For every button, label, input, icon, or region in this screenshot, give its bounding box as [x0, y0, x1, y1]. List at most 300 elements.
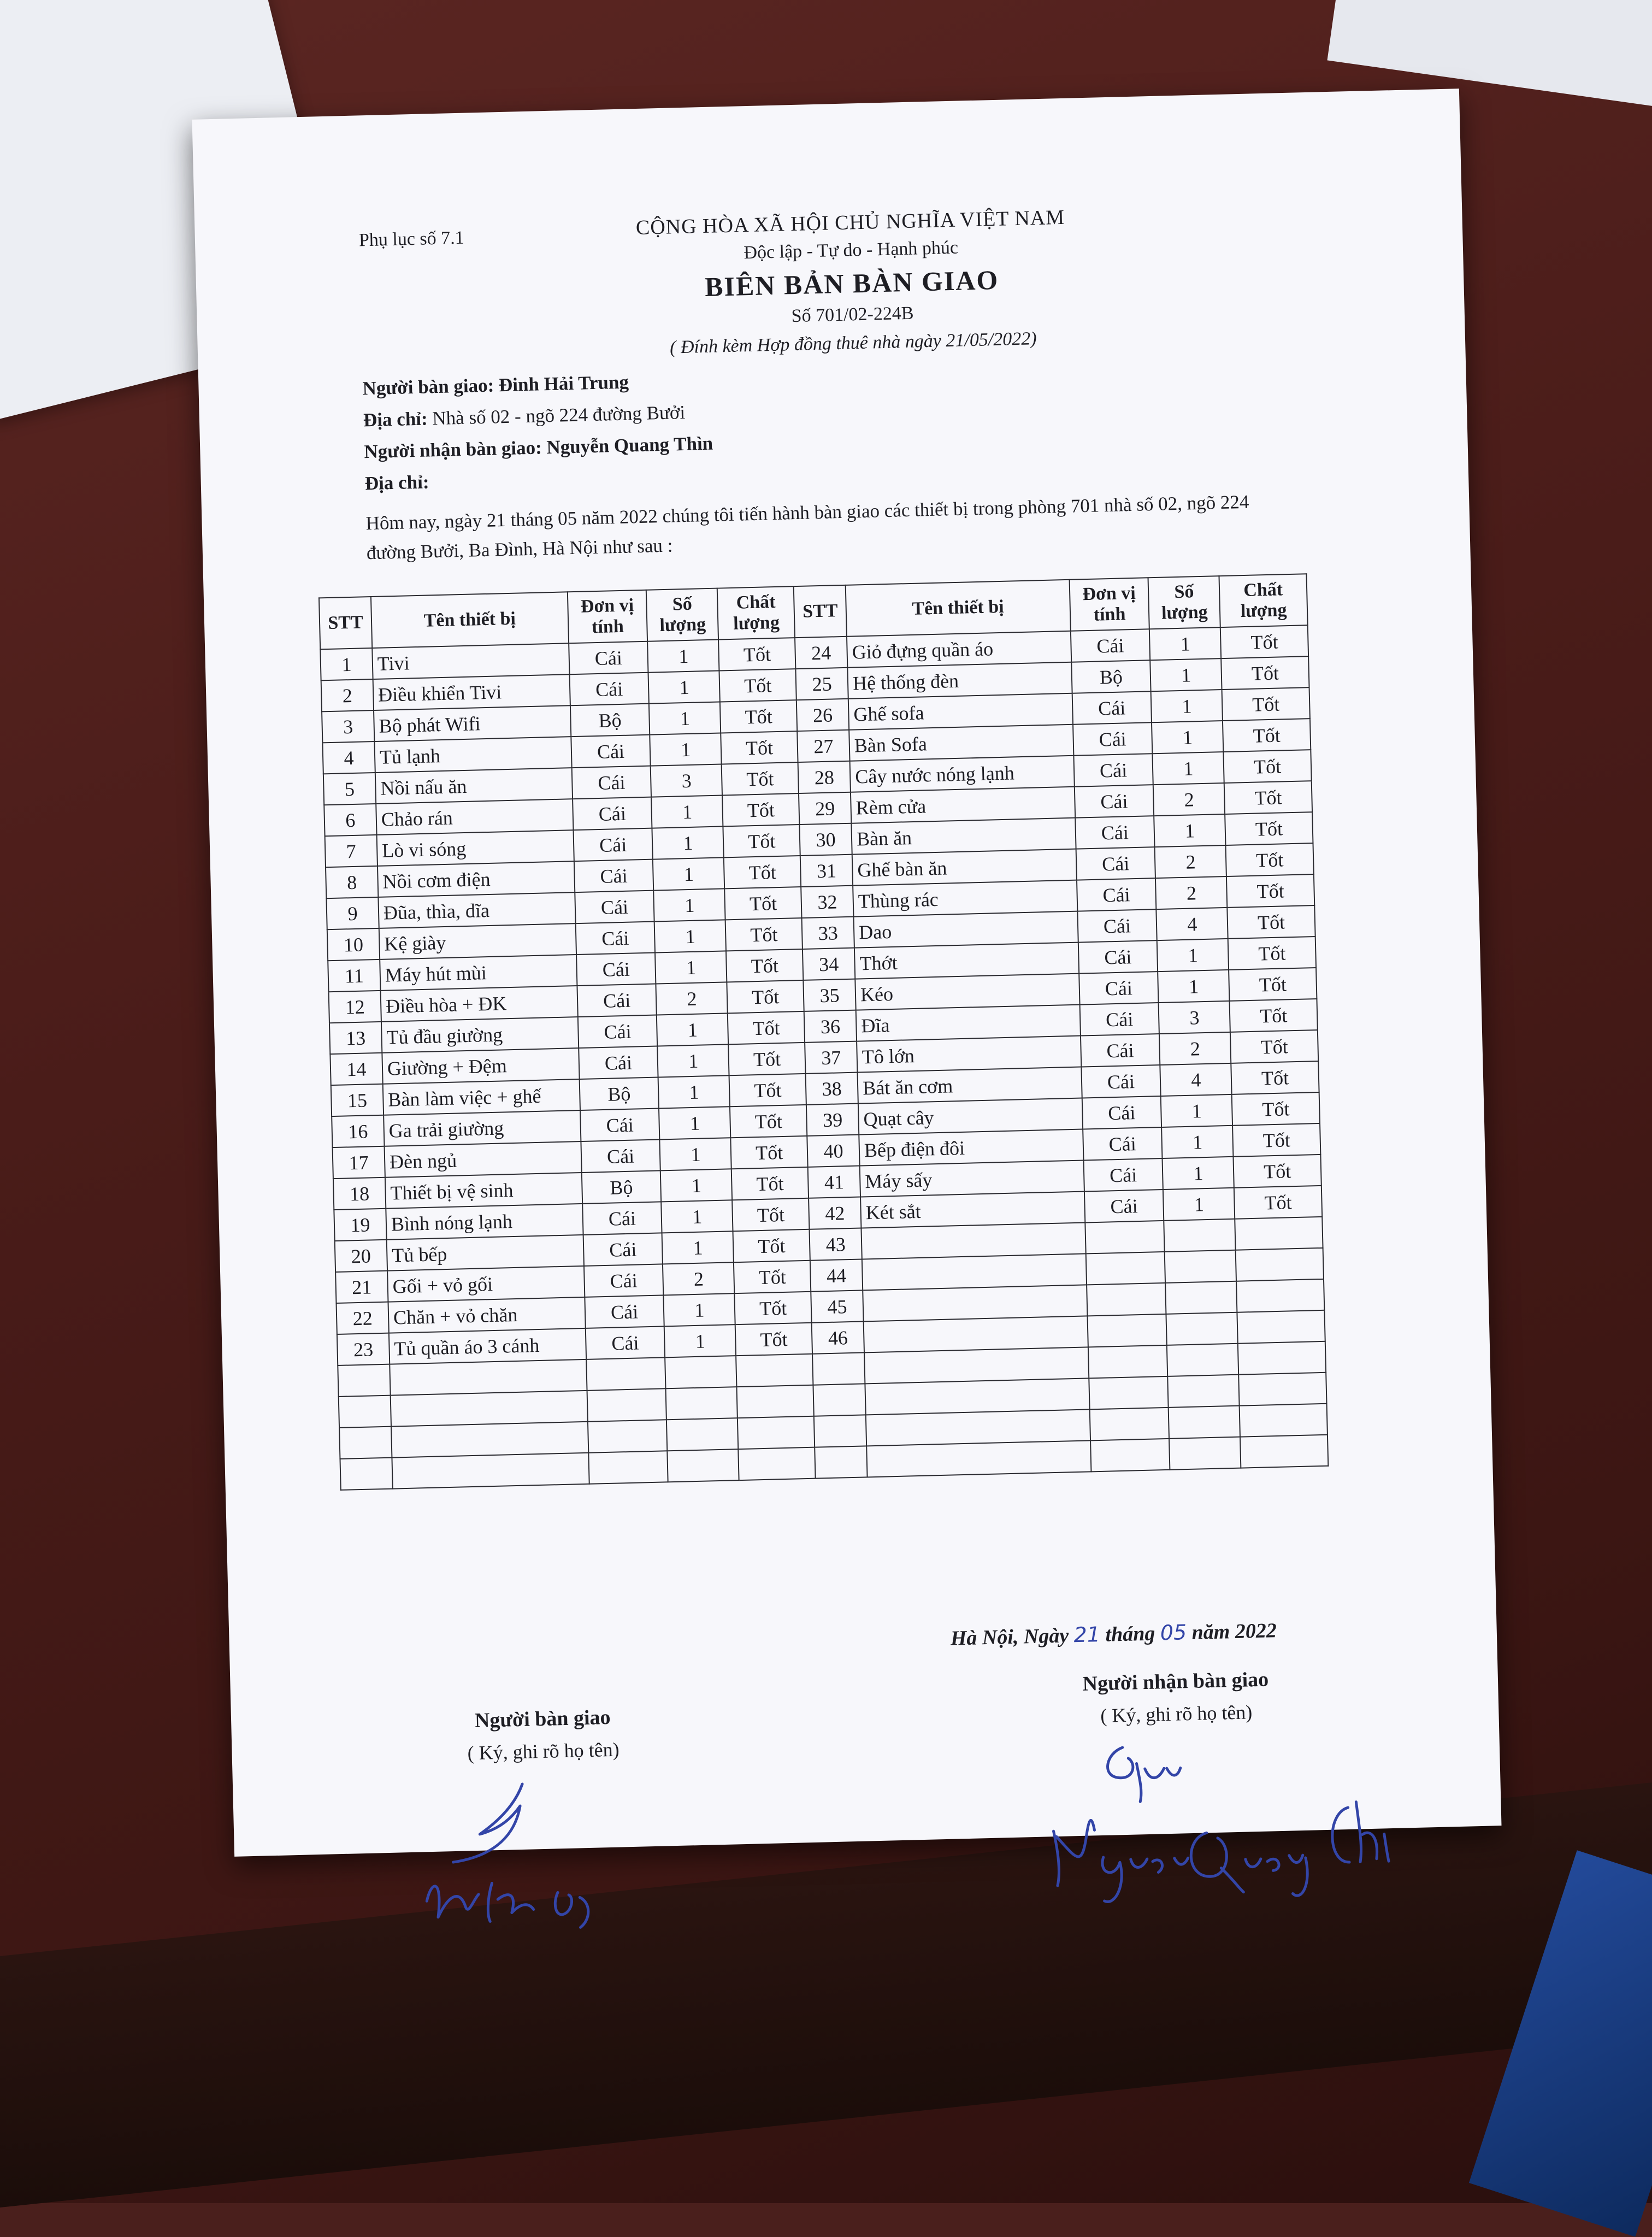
- cell-left-name: Máy hút mùi: [380, 955, 577, 991]
- cell-right-qty: [1164, 1219, 1236, 1252]
- cell-left-name: Điều khiển Tivi: [373, 674, 570, 710]
- receiver-name: Nguyễn Quang Thìn: [546, 432, 713, 458]
- cell-right-quality: Tốt: [1225, 812, 1313, 845]
- cell-right-name: Hệ thống đèn: [847, 662, 1072, 699]
- cell-right-qty: 2: [1155, 845, 1226, 878]
- empty-cell: [588, 1451, 668, 1484]
- cell-right-stt: 26: [796, 699, 849, 731]
- cell-right-unit: [1085, 1252, 1165, 1285]
- cell-left-quality: Tốt: [733, 1229, 810, 1262]
- giver-signature: [413, 1770, 646, 1940]
- cell-right-unit: Cái: [1077, 878, 1157, 911]
- empty-cell: [739, 1447, 816, 1480]
- cell-right-unit: Cái: [1072, 691, 1152, 725]
- cell-right-name: Thớt: [854, 943, 1079, 979]
- cell-left-stt: 2: [321, 679, 374, 711]
- cell-right-unit: Cái: [1075, 816, 1155, 849]
- receiver-address-label: Địa chỉ:: [364, 471, 429, 495]
- cell-left-stt: 18: [333, 1178, 386, 1210]
- cell-left-unit: Cái: [569, 673, 649, 706]
- cell-right-stt: 45: [811, 1290, 863, 1322]
- cell-right-stt: 28: [798, 761, 851, 793]
- cell-left-qty: 1: [654, 920, 726, 952]
- cell-left-quality: Tốt: [724, 856, 801, 888]
- cell-right-name: Máy sấy: [860, 1161, 1084, 1197]
- cell-right-stt: 40: [807, 1135, 859, 1167]
- cell-left-name: Thiết bị vệ sinh: [385, 1173, 582, 1209]
- receiver-address-line: [364, 471, 429, 495]
- cell-right-stt: 32: [801, 886, 853, 918]
- cell-right-unit: Cái: [1083, 1127, 1163, 1161]
- cell-left-qty: 3: [651, 764, 722, 797]
- empty-cell: [813, 1384, 866, 1416]
- cell-right-qty: 2: [1153, 783, 1225, 816]
- cell-left-name: Nồi nấu ăn: [375, 768, 573, 804]
- cell-right-unit: Cái: [1083, 1158, 1163, 1192]
- empty-cell: [1089, 1376, 1169, 1410]
- cell-right-qty: 1: [1161, 1126, 1233, 1158]
- handover-document: [192, 89, 1501, 1857]
- cell-right-quality: Tốt: [1221, 656, 1309, 690]
- cell-left-quality: Tốt: [722, 793, 799, 826]
- cell-right-qty: 2: [1159, 1032, 1231, 1065]
- cell-right-name: [861, 1222, 1085, 1259]
- cell-left-unit: Cái: [579, 1046, 658, 1080]
- cell-left-unit: Bộ: [570, 704, 650, 737]
- cell-right-stt: 30: [799, 823, 852, 856]
- cell-right-quality: [1236, 1248, 1324, 1281]
- cell-left-stt: 7: [325, 835, 377, 867]
- cell-left-qty: 1: [651, 795, 723, 828]
- cell-left-stt: 10: [327, 928, 380, 961]
- cell-left-qty: 1: [658, 1075, 730, 1108]
- handwritten-month: 05: [1160, 1620, 1187, 1645]
- cell-left-qty: 1: [653, 857, 724, 890]
- empty-cell: [666, 1418, 738, 1451]
- cell-right-quality: [1236, 1279, 1324, 1312]
- header-stt-left: STT: [319, 597, 372, 649]
- cell-right-unit: Cái: [1070, 629, 1150, 662]
- cell-left-qty: 1: [649, 702, 721, 735]
- empty-cell: [1169, 1406, 1240, 1439]
- cell-left-stt: 15: [331, 1084, 384, 1116]
- cell-left-qty: 1: [662, 1200, 733, 1233]
- empty-cell: [339, 1427, 392, 1459]
- cell-left-qty: 1: [664, 1293, 735, 1326]
- cell-left-unit: Cái: [582, 1202, 662, 1235]
- cell-right-stt: 24: [795, 637, 847, 669]
- cell-right-stt: 42: [809, 1197, 861, 1229]
- empty-cell: [390, 1359, 587, 1396]
- cell-right-quality: Tốt: [1231, 1061, 1319, 1094]
- cell-left-quality: Tốt: [735, 1292, 812, 1324]
- intro-paragraph: Hôm nay, ngày 21 tháng 05 năm 2022 chúng tôi tiến hành bàn giao các thiết bị trong phòng 701 nhà số 02, ngõ 224 đường Bưởi, Ba Đình, Hà Nội như sau :: [365, 491, 1249, 564]
- cell-right-stt: 38: [806, 1073, 858, 1105]
- empty-cell: [1238, 1373, 1326, 1406]
- header-quality-left: Chất lượng: [717, 586, 795, 639]
- empty-cell: [587, 1388, 666, 1422]
- cell-right-name: Bát ăn cơm: [857, 1067, 1082, 1104]
- cell-left-qty: 1: [664, 1324, 736, 1357]
- equipment-table: [318, 573, 1329, 1491]
- appendix-label: Phụ lục số 7.1: [358, 227, 465, 251]
- cell-right-quality: Tốt: [1224, 750, 1312, 783]
- empty-cell: [1240, 1435, 1328, 1468]
- empty-cell: [736, 1354, 813, 1387]
- cell-right-unit: Cái: [1080, 1034, 1160, 1067]
- empty-cell: [814, 1415, 866, 1447]
- cell-left-stt: 11: [328, 959, 380, 992]
- cell-left-stt: 19: [334, 1209, 386, 1241]
- cell-right-stt: 34: [803, 948, 855, 980]
- cell-right-quality: Tốt: [1226, 874, 1314, 908]
- cell-right-quality: Tốt: [1234, 1186, 1322, 1219]
- cell-left-unit: Cái: [571, 766, 651, 799]
- cell-left-quality: Tốt: [727, 980, 804, 1013]
- cell-right-qty: [1166, 1312, 1238, 1345]
- cell-right-qty: 1: [1161, 1094, 1232, 1127]
- cell-left-qty: 1: [657, 1013, 728, 1046]
- empty-cell: [1090, 1439, 1170, 1472]
- receiver-signature-block: [984, 1665, 1367, 1730]
- cell-left-qty: 1: [648, 640, 719, 673]
- cell-right-quality: Tốt: [1232, 1092, 1320, 1126]
- republic-heading: CỘNG HÒA XÃ HỘI CHỦ NGHĨA VIỆT NAM: [635, 205, 1065, 240]
- cell-left-quality: Tốt: [729, 1074, 806, 1106]
- cell-left-quality: Tốt: [732, 1198, 809, 1231]
- header-name-left: Tên thiết bị: [371, 592, 569, 648]
- cell-left-name: Giường + Đệm: [382, 1048, 579, 1084]
- cell-right-unit: [1087, 1314, 1167, 1347]
- giver-label: Người bàn giao:: [362, 374, 494, 399]
- empty-cell: [392, 1453, 589, 1489]
- cell-right-stt: 46: [812, 1321, 864, 1353]
- cell-left-quality: Tốt: [725, 918, 803, 951]
- cell-left-unit: Cái: [581, 1139, 660, 1173]
- cell-right-quality: Tốt: [1220, 625, 1308, 658]
- cell-left-unit: Cái: [580, 1108, 660, 1141]
- cell-left-qty: 1: [655, 951, 727, 984]
- empty-cell: [338, 1364, 390, 1397]
- cell-left-qty: 1: [662, 1231, 734, 1264]
- cell-left-unit: Cái: [575, 922, 655, 955]
- cell-right-qty: 1: [1153, 752, 1224, 785]
- cell-right-quality: Tốt: [1234, 1155, 1321, 1188]
- header-qty-right: Số lượng: [1148, 576, 1220, 629]
- cell-left-name: Tủ bếp: [387, 1235, 584, 1271]
- header-quality-right: Chất lượng: [1219, 574, 1308, 627]
- cell-left-unit: Cái: [577, 1015, 657, 1049]
- giver-line: [362, 371, 629, 399]
- cell-left-stt: 14: [330, 1053, 382, 1085]
- giver-address-line: [363, 402, 686, 431]
- giver-signature-title: Người bàn giao: [474, 1705, 611, 1733]
- cell-left-name: Tủ quần áo 3 cánh: [389, 1328, 586, 1364]
- cell-left-unit: Cái: [585, 1326, 665, 1359]
- cell-left-name: Gối + vỏ gối: [387, 1266, 585, 1302]
- cell-left-name: Chảo rán: [376, 799, 573, 835]
- cell-right-qty: 1: [1163, 1188, 1235, 1221]
- cell-right-qty: [1165, 1250, 1236, 1283]
- cell-left-quality: Tốt: [730, 1105, 807, 1138]
- empty-cell: [815, 1446, 867, 1478]
- cell-right-stt: 43: [810, 1228, 862, 1260]
- cell-left-unit: Cái: [575, 891, 654, 924]
- cell-right-quality: Tốt: [1229, 968, 1317, 1001]
- header-stt-right: STT: [794, 585, 847, 638]
- cell-right-stt: 25: [796, 668, 848, 700]
- cell-right-unit: Cái: [1079, 1003, 1159, 1036]
- cell-left-name: Tủ đầu giường: [381, 1017, 579, 1053]
- giver-address-label: Địa chỉ:: [363, 408, 428, 431]
- cell-right-name: [863, 1285, 1087, 1321]
- cell-right-name: Dao: [854, 911, 1078, 948]
- cell-right-stt: 29: [799, 792, 851, 825]
- cell-right-unit: Cái: [1082, 1096, 1161, 1129]
- cell-left-name: Điều hòa + ĐK: [380, 986, 577, 1022]
- cell-left-name: Đèn ngủ: [384, 1141, 581, 1178]
- cell-right-unit: Cái: [1078, 940, 1158, 974]
- cell-right-name: [864, 1316, 1088, 1352]
- cell-left-name: Kệ giày: [379, 923, 576, 959]
- cell-right-stt: 44: [810, 1259, 863, 1291]
- cell-left-quality: Tốt: [723, 825, 800, 857]
- empty-cell: [391, 1391, 588, 1427]
- cell-left-quality: Tốt: [728, 1043, 805, 1075]
- empty-cell: [668, 1449, 739, 1482]
- cell-right-qty: 1: [1157, 939, 1229, 972]
- cell-right-quality: [1235, 1217, 1323, 1250]
- cell-left-name: Ga trải giường: [384, 1110, 581, 1146]
- cell-right-unit: Cái: [1079, 972, 1159, 1005]
- cell-left-unit: Bộ: [581, 1170, 661, 1204]
- cell-left-unit: Cái: [571, 735, 651, 768]
- cell-right-unit: Cái: [1077, 909, 1157, 943]
- cell-right-name: Tô lớn: [857, 1036, 1081, 1073]
- empty-cell: [1168, 1375, 1240, 1408]
- empty-cell: [1088, 1345, 1167, 1379]
- cell-left-stt: 17: [333, 1146, 385, 1179]
- cell-right-qty: 1: [1150, 658, 1222, 691]
- cell-left-qty: 1: [660, 1169, 732, 1202]
- header-qty-left: Số lượng: [646, 588, 718, 641]
- cell-right-qty: 2: [1155, 876, 1227, 909]
- cell-right-name: Đĩa: [856, 1005, 1081, 1041]
- cell-left-quality: Tốt: [735, 1323, 812, 1356]
- cell-left-name: Bình nóng lạnh: [386, 1204, 583, 1240]
- cell-right-unit: Cái: [1076, 847, 1155, 880]
- cell-left-name: Lò vi sóng: [377, 830, 574, 866]
- cell-right-qty: 1: [1152, 721, 1223, 753]
- cell-left-stt: 16: [332, 1115, 384, 1147]
- cell-left-qty: 1: [650, 733, 722, 766]
- cell-right-stt: 31: [800, 855, 853, 887]
- cell-right-qty: 1: [1151, 690, 1223, 722]
- cell-right-quality: Tốt: [1222, 687, 1310, 721]
- handwritten-day: 21: [1073, 1622, 1101, 1647]
- cell-right-qty: 4: [1160, 1063, 1232, 1096]
- cell-left-qty: 1: [659, 1106, 730, 1139]
- empty-cell: [1238, 1341, 1326, 1375]
- empty-cell: [588, 1420, 668, 1453]
- cell-left-stt: 23: [337, 1333, 390, 1365]
- cell-left-unit: Cái: [577, 984, 657, 1017]
- empty-cell: [666, 1387, 738, 1420]
- header-unit-right: Đơn vị tính: [1069, 578, 1149, 631]
- cell-left-quality: Tốt: [724, 887, 801, 920]
- cell-left-stt: 13: [329, 1022, 382, 1054]
- receiver-line: [364, 433, 713, 463]
- giver-signature-block: [351, 1702, 735, 1767]
- cell-right-unit: Bộ: [1071, 660, 1151, 693]
- cell-left-unit: Bộ: [579, 1077, 659, 1110]
- cell-right-qty: 1: [1163, 1157, 1234, 1190]
- cell-left-quality: Tốt: [719, 669, 796, 702]
- cell-left-quality: Tốt: [731, 1136, 808, 1169]
- cell-left-qty: 1: [648, 671, 720, 704]
- empty-cell: [812, 1352, 865, 1385]
- receiver-signature-title: Người nhận bàn giao: [1082, 1668, 1269, 1696]
- cell-left-name: Tủ lạnh: [374, 737, 571, 773]
- giver-signature-hint: ( Ký, ghi rõ họ tên): [467, 1738, 620, 1764]
- cell-right-stt: 27: [797, 730, 849, 762]
- empty-cell: [864, 1347, 1089, 1384]
- cell-left-stt: 12: [329, 991, 381, 1023]
- cell-left-unit: Cái: [573, 797, 652, 831]
- cell-left-unit: Cái: [569, 641, 648, 675]
- cell-right-unit: Cái: [1084, 1190, 1164, 1223]
- cell-left-stt: 8: [326, 866, 378, 898]
- cell-left-qty: 1: [652, 826, 724, 859]
- cell-left-unit: Cái: [584, 1264, 664, 1297]
- cell-right-name: Ghế bàn ăn: [852, 849, 1077, 886]
- cell-right-qty: 4: [1157, 908, 1228, 940]
- document-number: Số 701/02-224B: [791, 303, 914, 327]
- cell-left-quality: Tốt: [731, 1167, 809, 1200]
- cell-left-stt: 4: [322, 741, 375, 774]
- receiver-signature-hint: ( Ký, ghi rõ họ tên): [1100, 1701, 1253, 1727]
- cell-right-qty: 3: [1159, 1001, 1230, 1034]
- empty-cell: [391, 1422, 588, 1458]
- cell-right-quality: Tốt: [1226, 843, 1314, 876]
- receiver-label: Người nhận bàn giao:: [363, 437, 542, 463]
- cell-right-qty: [1165, 1281, 1237, 1314]
- cell-left-name: Đũa, thìa, dĩa: [378, 892, 575, 928]
- cell-right-qty: 1: [1154, 814, 1226, 847]
- cell-right-name: Két sắt: [860, 1192, 1085, 1228]
- cell-left-quality: Tốt: [734, 1261, 811, 1293]
- empty-cell: [339, 1396, 391, 1428]
- empty-cell: [1089, 1408, 1169, 1441]
- cell-right-unit: Cái: [1074, 785, 1154, 818]
- cell-right-qty: 1: [1149, 627, 1221, 660]
- cell-right-name: Cây nước nóng lạnh: [850, 756, 1075, 792]
- empty-cell: [665, 1356, 737, 1388]
- cell-left-stt: 6: [324, 804, 376, 836]
- empty-cell: [1167, 1344, 1238, 1376]
- empty-cell: [738, 1416, 815, 1449]
- cell-left-qty: 1: [660, 1138, 731, 1170]
- cell-right-qty: 1: [1158, 970, 1229, 1003]
- cell-left-stt: 9: [326, 897, 379, 929]
- cell-right-name: Ghế sofa: [848, 693, 1073, 730]
- cell-left-unit: Cái: [574, 860, 653, 893]
- empty-cell: [737, 1385, 814, 1418]
- cell-right-name: Giỏ đựng quần áo: [847, 631, 1071, 668]
- cell-right-unit: Cái: [1073, 753, 1153, 787]
- cell-right-quality: Tốt: [1223, 719, 1311, 752]
- cell-left-unit: Cái: [583, 1233, 663, 1266]
- cell-left-stt: 1: [320, 648, 373, 680]
- cell-left-qty: 2: [663, 1262, 734, 1295]
- cell-left-name: Chăn + vỏ chăn: [388, 1297, 585, 1333]
- cell-right-stt: 35: [803, 979, 856, 1011]
- document-title: BIÊN BẢN BÀN GIAO: [704, 264, 999, 302]
- empty-cell: [1169, 1437, 1241, 1470]
- cell-right-unit: Cái: [1073, 722, 1153, 756]
- cell-right-quality: Tốt: [1230, 999, 1318, 1032]
- header-name-right: Tên thiết bị: [846, 580, 1071, 637]
- cell-right-unit: [1085, 1221, 1165, 1254]
- empty-cell: [1240, 1404, 1328, 1437]
- cell-right-stt: 41: [808, 1166, 860, 1198]
- empty-cell: [340, 1458, 392, 1490]
- cell-left-name: Bàn làm việc + ghế: [383, 1079, 580, 1115]
- cell-right-stt: 37: [805, 1041, 857, 1074]
- cell-right-name: Kéo: [855, 974, 1079, 1010]
- cell-right-name: Thùng rác: [853, 880, 1077, 917]
- cell-left-qty: 1: [654, 888, 725, 921]
- cell-left-quality: Tốt: [728, 1011, 805, 1044]
- cell-right-quality: Tốt: [1228, 937, 1316, 970]
- cell-left-stt: 3: [322, 710, 374, 743]
- cell-left-quality: Tốt: [721, 731, 798, 764]
- cell-left-qty: 2: [656, 982, 728, 1015]
- cell-left-unit: Cái: [585, 1295, 664, 1328]
- cell-left-quality: Tốt: [726, 949, 803, 982]
- cell-left-qty: 1: [658, 1044, 729, 1077]
- header-unit-left: Đơn vị tính: [567, 590, 647, 644]
- cell-right-unit: [1087, 1283, 1166, 1316]
- cell-right-quality: Tốt: [1228, 905, 1315, 939]
- cell-left-quality: Tốt: [718, 638, 795, 670]
- cell-left-stt: 21: [335, 1271, 388, 1303]
- empty-cell: [866, 1440, 1091, 1477]
- empty-cell: [586, 1357, 666, 1391]
- cell-right-stt: 39: [806, 1104, 859, 1136]
- cell-right-stt: 36: [804, 1010, 857, 1043]
- cell-right-name: Rèm cửa: [851, 787, 1075, 823]
- cell-left-stt: 20: [335, 1240, 387, 1272]
- cell-left-unit: Cái: [573, 828, 653, 862]
- cell-left-quality: Tốt: [722, 762, 799, 795]
- empty-cell: [866, 1409, 1090, 1446]
- document-attachment-note: ( Đính kèm Hợp đồng thuê nhà ngày 21/05/2022): [669, 328, 1037, 358]
- cell-left-name: Bộ phát Wifi: [374, 705, 571, 741]
- giver-name: Đinh Hải Trung: [498, 371, 629, 396]
- cell-right-quality: [1237, 1310, 1325, 1344]
- cell-right-quality: Tốt: [1224, 781, 1312, 814]
- cell-right-name: Bàn Sofa: [849, 725, 1073, 761]
- receiver-signature: [1040, 1724, 1394, 1914]
- cell-left-unit: Cái: [576, 953, 656, 986]
- cell-right-name: Quạt cây: [858, 1098, 1083, 1135]
- signing-date: Hà Nội, Ngày 21 tháng 05 năm 2022: [950, 1619, 1277, 1650]
- cell-left-name: Tivi: [372, 643, 569, 679]
- cell-left-quality: Tốt: [720, 700, 797, 733]
- cell-left-stt: 22: [337, 1302, 389, 1334]
- cell-right-name: [862, 1253, 1087, 1290]
